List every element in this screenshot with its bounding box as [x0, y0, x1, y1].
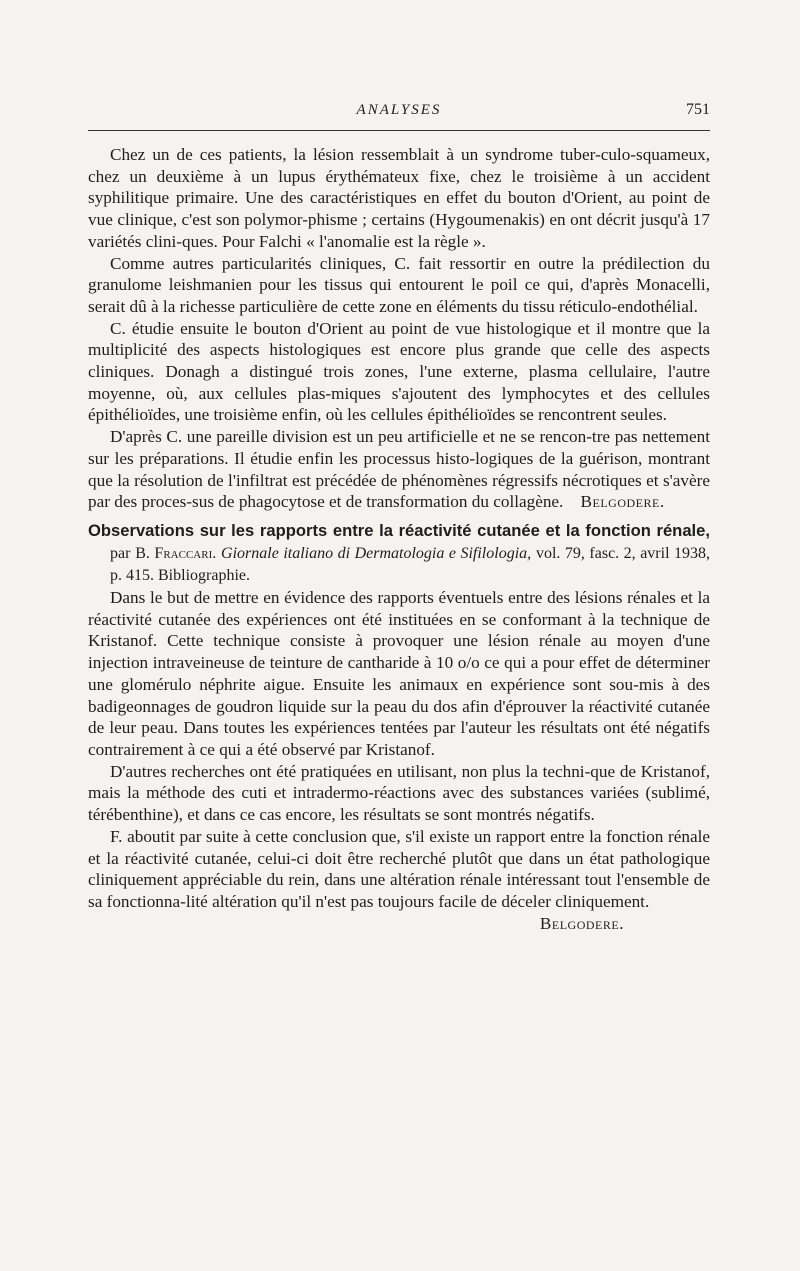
- article-reference: vol. 79, fasc. 2, avril 1938, p. 415. Bibliographie.: [110, 544, 711, 585]
- header-rule: [88, 130, 710, 131]
- signature: Belgodere.: [580, 492, 665, 512]
- paragraph-with-signature: [88, 426, 710, 513]
- signature: Belgodere.: [539, 913, 624, 933]
- paragraph: D'autres recherches ont été pratiquées en utilisant, non plus la techni-que de Kristanof, mais la méthode des cuti et intradermo-réactions avec des substances variées (sublimé, térébenthine), et dans ce cas encore, les résultats se sont montrés négatifs.: [88, 761, 710, 825]
- paragraph: Dans le but de mettre en évidence des rapports éventuels entre des lésions rénales et la réactivité cutanée des expériences ont été instituées en se conformant à la technique de Kristanof. Cette technique consiste à provoquer une lésion rénale au moyen d'une injection intraveineuse de teinture de cantharide à 10 o/o ce qui a pour effet de déterminer une glomérulo néphrite aigue. Ensuite les animaux en expérience sont sou-mis à des badigeonnages de goudron liquide sur la peau du dos afin d'éprouver la réactivité cutanée de leur peau. Dans toutes les expériences tentées par l'auteur les résultats ont été négatifs contrairement à ce qui a été observé par Kristanof.: [88, 588, 710, 759]
- paragraph: Comme autres particularités cliniques, C. fait ressortir en outre la prédilection du granulome leishmanien pour les tissus qui entourent le poil ce qui, d'après Monacelli, serait dû à la richesse particulière de cette zone en éléments du tissu réticulo-endothélial.: [88, 253, 710, 316]
- paragraph: Chez un de ces patients, la lésion ressemblait à un syndrome tuber-culo-squameux, chez un deuxième à un lupus érythémateux fixe, chez le troisième à un accident syphilitique primaire. Une des caractéristiques en effet du bouton d'Orient, au point de vue clinique, c'est son polymor-phisme ; certains (Hygoumenakis) en ont décrit jusqu'à 17 variétés clini-ques. Pour Falchi « l'anomalie est la règle ».: [88, 145, 710, 251]
- paragraph: C. étudie ensuite le bouton d'Orient au point de vue histologique et il montre que la multiplicité des aspects histologiques est encore plus grande que celle des aspects cliniques. Donagh a distingué trois zones, l'une externe, plasma cellulaire, l'autre moyenne, où, aux cellules plas-miques s'ajoutent des lymphocytes et des cellules épithélioïdes, une troisième enfin, où les cellules épithélioïdes se rencontrent seules.: [88, 318, 710, 425]
- paragraph: F. aboutit par suite à cette conclusion que, s'il existe un rapport entre la fonction rénale et la réactivité cutanée, celui-ci doit être recherché plutôt que dans un état pathologique cliniquement appréciable du rein, dans une altération rénale intéressant tout l'ensemble de sa fonctionna-lité altération qu'il n'est pas toujours facile de déceler cliniquement.: [88, 826, 710, 911]
- article-title: Observations sur les rapports entre la réactivité cutanée et la fonction rénale,: [88, 520, 710, 540]
- page-body: [88, 144, 710, 934]
- page-number: 751: [686, 101, 710, 118]
- running-title: ANALYSES: [356, 102, 442, 118]
- article-heading: [88, 520, 710, 587]
- article-journal: Giornale italiano di Dermatologia e Sifilologia,: [221, 544, 532, 562]
- article-by: par: [110, 544, 131, 562]
- article-author: B. Fraccari.: [135, 544, 217, 562]
- page-header: [88, 96, 710, 126]
- paragraph-text: D'après C. une pareille division est un peu artificielle et ne se rencon-tre pas nettement sur les préparations. Il étudie enfin les processus histo-logiques de la guérison, montrant que la résolution de l'infiltrat est précédée de phénomènes régressifs nécrotiques et s'avère par des proces-sus de phagocytose et de transformation du collagène.: [88, 427, 710, 512]
